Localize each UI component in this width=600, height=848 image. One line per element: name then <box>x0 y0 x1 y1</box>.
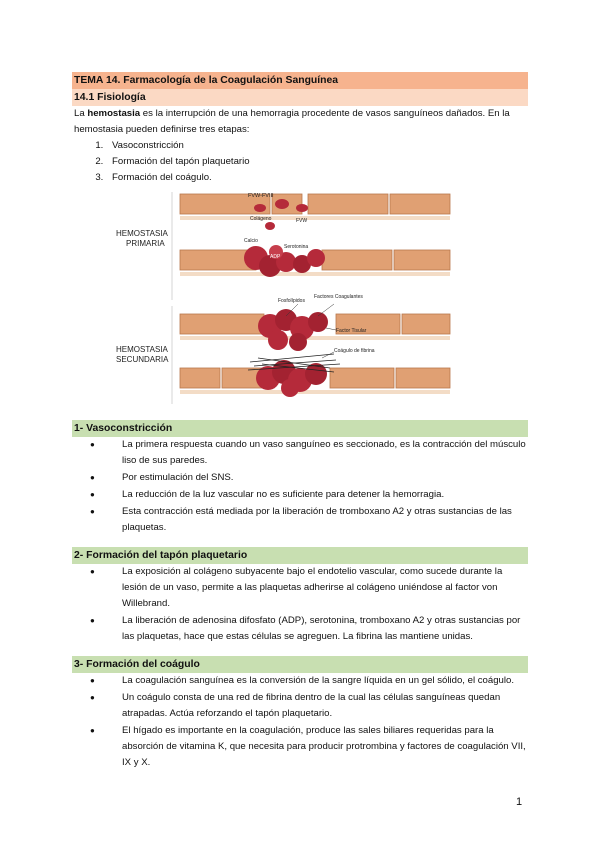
section-heading-tapon-plaquetario: 2- Formación del tapón plaquetario <box>72 547 528 564</box>
label-fvw: FVW <box>296 218 308 224</box>
label-adp: ADP <box>270 254 281 260</box>
list-item: ● El hígado es importante en la coagulación, produce las sales biliares requeridas para la absorción de vitamina K, que necesita para producir protrombina y factores de coagulación VII, IX y X. <box>110 723 528 771</box>
label-factor-tisular: Factor Tisular <box>336 328 367 334</box>
list-item: ● La coagulación sanguínea es la conversión de la sangre líquida en un gel sólido, el coágulo. <box>110 673 528 689</box>
steps-list <box>72 138 528 186</box>
page-number: 1 <box>516 796 523 808</box>
label-calcio: Calcio <box>244 238 258 244</box>
list-item: 1. Vasoconstricción <box>106 138 528 154</box>
platelet-plug <box>256 309 328 397</box>
label-hemostasia-primaria-1: HEMOSTASIA <box>116 229 168 238</box>
list-item: ● La liberación de adenosina difosfato (ADP), serotonina, tromboxano A2 y otras sustancias por las plaquetas, hace que estas células se agreguen. La fibrina las mantiene unidas. <box>110 613 528 645</box>
intro-bold-term: hemostasia <box>87 108 141 119</box>
list-item: ● Un coágulo consta de una red de fibrina dentro de la cual las células sanguíneas quedan atrapadas. Actúa reforzando el tapón plaquetario. <box>110 690 528 722</box>
intro-paragraph: La hemostasia es la interrupción de una hemorragia procedente de vasos sanguíneos dañados. En la hemostasia pueden definirse tres etapas: <box>74 108 510 135</box>
label-hemostasia-secundaria-1: HEMOSTASIA <box>116 345 168 354</box>
hemostasis-figure <box>72 192 528 410</box>
section-heading-coagulo: 3- Formación del coágulo <box>72 656 528 673</box>
section-heading-vasoconstriccion: 1- Vasoconstricción <box>72 420 528 437</box>
label-coagulo-fibrina: Coágulo de fibrina <box>334 348 375 354</box>
label-serotonina: Serotonina <box>284 244 309 250</box>
list-item: ● Por estimulación del SNS. <box>110 470 528 486</box>
page-subtitle: 14.1 Fisiología <box>72 89 528 106</box>
label-factores-coagulantes: Factores Coagulantes <box>314 294 363 300</box>
label-fvw-fviii: FVW-FVIII <box>248 193 274 199</box>
list-item: ● La reducción de la luz vascular no es suficiente para detener la hemorragia. <box>110 487 528 503</box>
list-item: ● La primera respuesta cuando un vaso sanguíneo es seccionado, es la contracción del músculo liso de sus paredes. <box>110 437 528 469</box>
list-item: 2. Formación del tapón plaquetario <box>106 154 528 170</box>
label-hemostasia-secundaria-2: SECUNDARIA <box>116 355 169 364</box>
bullets-tapon-plaquetario <box>72 564 528 645</box>
label-colageno: Colágeno <box>250 216 272 222</box>
label-hemostasia-primaria-2: PRIMARIA <box>126 239 165 248</box>
list-item: 3. Formación del coágulo. <box>106 170 528 186</box>
document-page <box>72 72 528 772</box>
page-title: TEMA 14. Farmacología de la Coagulación Sanguínea <box>72 72 528 89</box>
bullets-vasoconstriccion <box>72 437 528 536</box>
list-item: ● Esta contracción está mediada por la liberación de tromboxano A2 y otras sustancias de las plaquetas. <box>110 504 528 536</box>
bullets-coagulo <box>72 673 528 771</box>
hemostasis-diagram <box>72 192 528 410</box>
list-item: ● La exposición al colágeno subyacente bajo el endotelio vascular, como sucede durante la lesión de un vaso, permite a las plaquetas adherirse al colágeno uniéndose al factor von Willebrand. <box>110 564 528 612</box>
label-fosfolipidos: Fosfolípidos <box>278 298 305 304</box>
